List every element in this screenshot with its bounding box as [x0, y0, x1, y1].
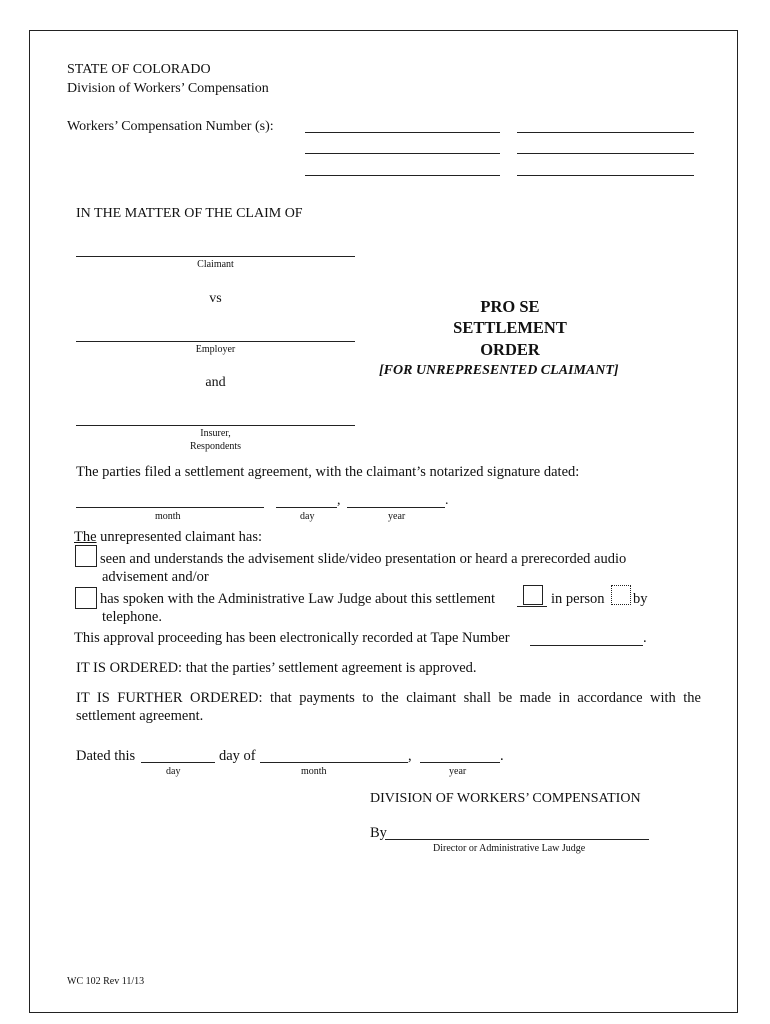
date-period: .	[445, 493, 449, 508]
day-label: day	[300, 511, 315, 522]
signature-day-field[interactable]	[276, 507, 337, 508]
insurer-name-field[interactable]	[76, 425, 355, 426]
advisement-checkbox[interactable]	[75, 545, 97, 567]
date-comma: ,	[337, 493, 341, 508]
claimant-label: Claimant	[197, 259, 234, 270]
by-label: by	[633, 591, 648, 607]
by-telephone-checkbox[interactable]	[611, 585, 631, 605]
division-heading: Division of Workers’ Compensation	[67, 81, 269, 96]
telephone-label: telephone.	[102, 609, 162, 625]
signer-label: Director or Administrative Law Judge	[433, 843, 586, 854]
dated-day-field[interactable]	[141, 762, 215, 763]
respondents-label: Respondents	[189, 441, 242, 452]
claimant-name-field[interactable]	[76, 256, 355, 257]
unrepresented-the: The	[74, 529, 97, 545]
dated-this: Dated this	[76, 748, 136, 764]
dated-month-label: month	[301, 766, 327, 777]
option1-line1: seen and understands the advisement slide/video presentation or heard a prerecorded audio	[100, 551, 627, 567]
employer-label: Employer	[195, 344, 236, 355]
wc-number-label: Workers’ Compensation Number (s):	[67, 119, 274, 134]
by-text: By	[370, 825, 387, 841]
employer-name-field[interactable]	[76, 341, 355, 342]
signature-field[interactable]	[385, 839, 649, 840]
dated-period: .	[500, 748, 504, 764]
state-heading: STATE OF COLORADO	[67, 62, 211, 77]
day-of: day of	[219, 748, 256, 764]
spoken-with-judge-checkbox[interactable]	[75, 587, 97, 609]
title-line-3: ORDER	[480, 340, 540, 359]
dated-comma: ,	[408, 748, 412, 764]
signature-year-field[interactable]	[347, 507, 445, 508]
wc-number-field-6[interactable]	[517, 175, 694, 176]
further-ordered-line2: settlement agreement.	[76, 708, 204, 724]
further-ordered-line1: IT IS FURTHER ORDERED: that payments to the claimant shall be made in accordance with the	[76, 690, 701, 706]
form-number: WC 102 Rev 11/13	[67, 976, 145, 987]
option1-line2: advisement and/or	[102, 569, 209, 585]
tape-period: .	[643, 630, 647, 646]
signature-division: DIVISION OF WORKERS’ COMPENSATION	[370, 791, 641, 806]
dated-month-field[interactable]	[260, 762, 408, 763]
wc-number-field-3[interactable]	[305, 153, 500, 154]
wc-number-field-4[interactable]	[517, 153, 694, 154]
unrepresented-rest: unrepresented claimant has:	[96, 529, 263, 545]
signature-month-field[interactable]	[76, 507, 264, 508]
matter-heading: IN THE MATTER OF THE CLAIM OF	[76, 206, 303, 221]
parties-filed-text: The parties filed a settlement agreement, with the claimant’s notarized signature dated:	[76, 464, 580, 480]
option2-underline	[517, 606, 547, 607]
in-person-checkbox[interactable]	[523, 585, 543, 605]
tape-number-field[interactable]	[530, 645, 643, 646]
year-label: year	[388, 511, 406, 522]
dated-year-label: year	[449, 766, 467, 777]
option2-text: has spoken with the Administrative Law Judge about this settlement	[100, 591, 496, 607]
unrepresented-heading	[74, 529, 262, 546]
wc-number-field-2[interactable]	[517, 132, 694, 133]
month-label: month	[155, 511, 181, 522]
title-subtitle: [FOR UNREPRESENTED CLAIMANT]	[379, 363, 619, 378]
form-page	[29, 30, 738, 1013]
it-is-ordered: IT IS ORDERED: that the parties’ settlement agreement is approved.	[76, 660, 477, 676]
wc-number-field-1[interactable]	[305, 132, 500, 133]
dated-day-label: day	[166, 766, 181, 777]
vs-text: vs	[209, 291, 222, 306]
wc-number-field-5[interactable]	[305, 175, 500, 176]
title-line-2: SETTLEMENT	[453, 318, 567, 337]
tape-text: This approval proceeding has been electronically recorded at Tape Number	[74, 630, 510, 646]
insurer-label: Insurer,	[200, 428, 231, 439]
in-person-label: in person	[551, 591, 605, 607]
title-line-1: PRO SE	[480, 297, 540, 316]
dated-year-field[interactable]	[420, 762, 500, 763]
and-text: and	[205, 375, 226, 390]
